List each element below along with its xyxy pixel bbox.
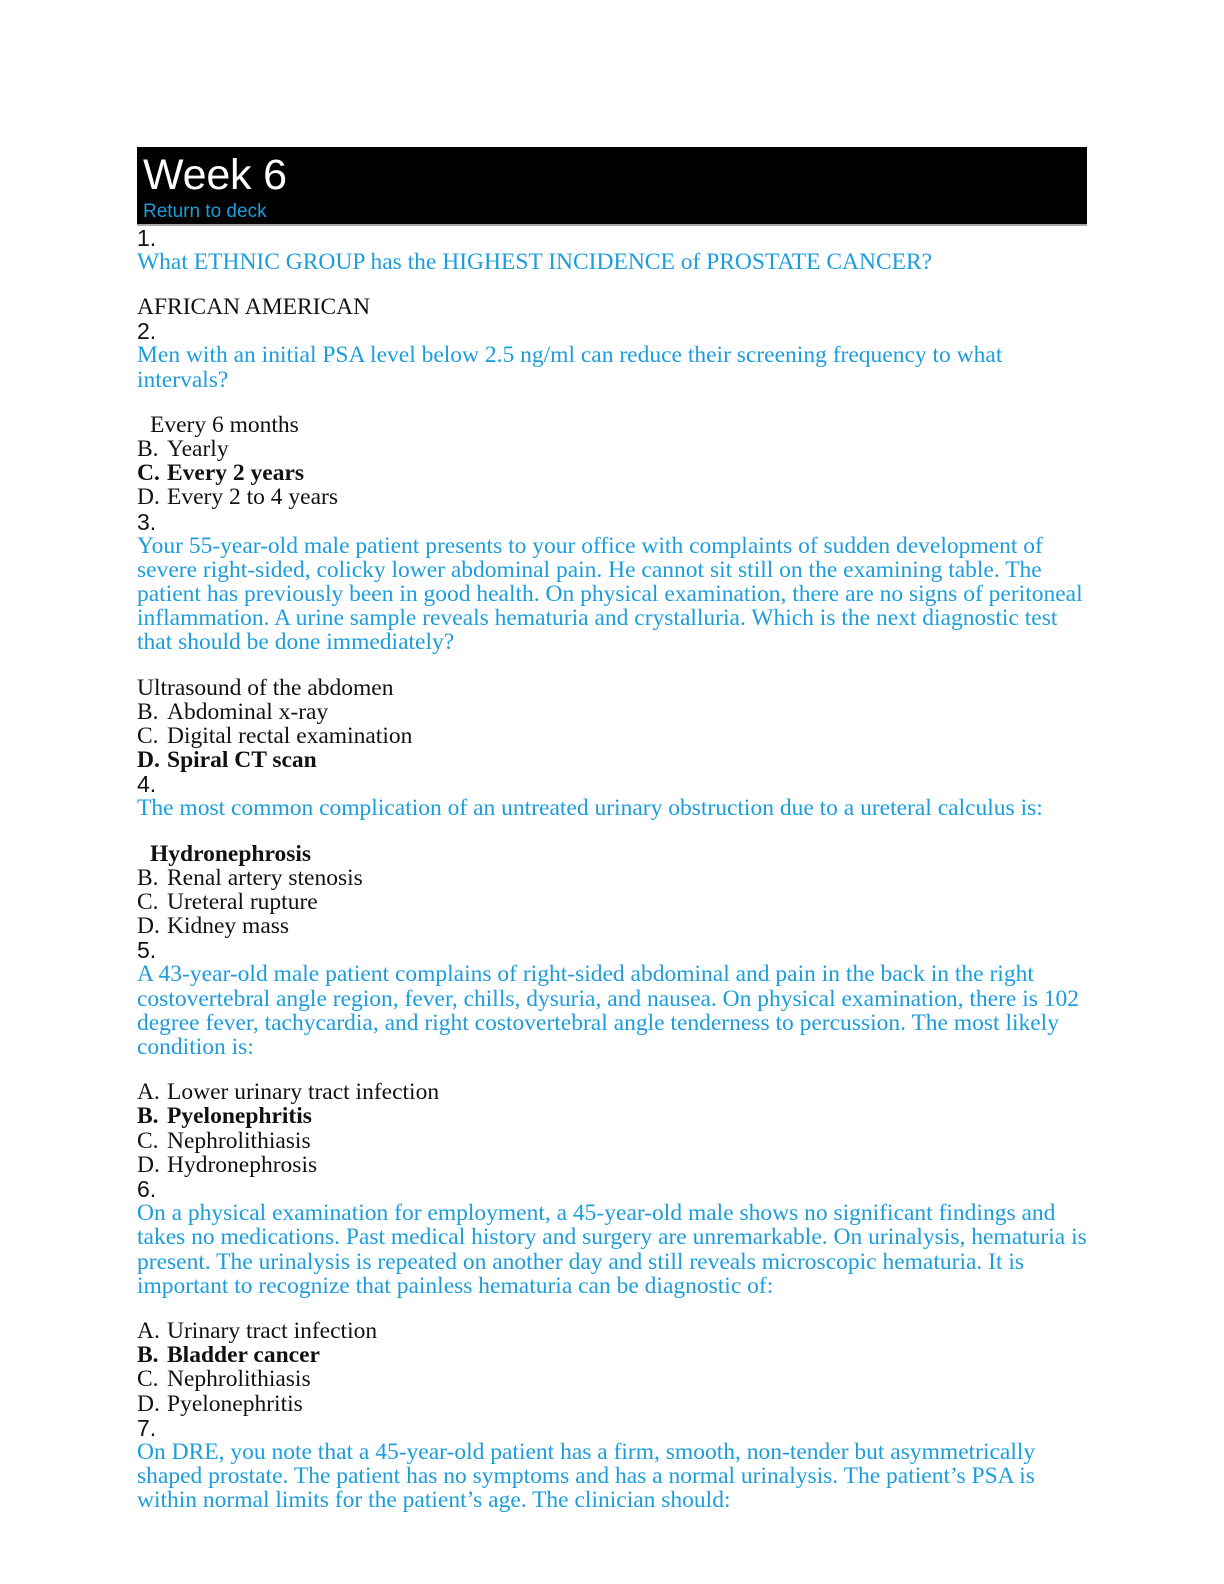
answer-option-letter: C. xyxy=(137,723,159,750)
answer-option-text: AFRICAN AMERICAN xyxy=(137,294,371,321)
question-number: 5. xyxy=(137,937,157,964)
answer-option-letter: C. xyxy=(137,460,160,487)
answer-option xyxy=(137,914,1087,938)
answer-option-letter: C. xyxy=(137,1127,159,1154)
answer-option-letter: B. xyxy=(137,864,159,891)
answer-option-letter: D. xyxy=(137,1390,160,1417)
answer-option xyxy=(137,724,1087,748)
question-item xyxy=(137,510,1087,773)
answer-option xyxy=(137,1319,1087,1343)
answer-block xyxy=(137,676,1087,773)
question-item xyxy=(137,319,1087,509)
answer-spacer xyxy=(137,274,1087,295)
answer-option-text: Yearly xyxy=(167,436,229,463)
answer-option-correct xyxy=(137,1104,1087,1128)
answer-option-letter: B. xyxy=(137,436,159,463)
question-number: 4. xyxy=(137,771,157,798)
answer-option-text: Bladder cancer xyxy=(167,1342,320,1369)
answer-option-text: Pyelonephritis xyxy=(167,1390,303,1417)
deck-header-bar xyxy=(137,147,1087,226)
answer-option-text: Hydronephrosis xyxy=(150,840,312,867)
answer-block xyxy=(137,295,1087,319)
answer-option-letter: C. xyxy=(137,889,159,916)
question-number: 6. xyxy=(137,1176,157,1203)
question-text: A 43-year-old male patient complains of right-sided abdominal and pain in the back in the right costovertebral angle region, fever, chills, dysuria, and nausea. On physical examination, there is 102 degree fever, tachycardia, and right costovertebral angle tenderness to percussion. The most likely condition is: xyxy=(137,961,1080,1061)
question-text: What ETHNIC GROUP has the HIGHEST INCIDENCE of PROSTATE CANCER? xyxy=(137,249,933,275)
answer-option-letter: B. xyxy=(137,1103,159,1130)
answer-option xyxy=(137,1080,1087,1104)
question-text: Your 55-year-old male patient presents to your office with complaints of sudden development of severe right-sided, colicky lower abdominal pain. He cannot sit still on the examining table. The patient has previously been in good health. On physical examination, there are no signs of peritoneal inflammation. A urine sample reveals hematuria and crystalluria. Which is the next diagnostic test that should be done immediately? xyxy=(137,532,1083,656)
answer-option xyxy=(137,1153,1087,1177)
answer-option xyxy=(137,295,1087,319)
answer-option xyxy=(137,413,1087,437)
question-number: 1. xyxy=(137,225,157,251)
question-item xyxy=(137,226,1087,319)
answer-option xyxy=(137,676,1087,700)
question-text: On DRE, you note that a 45-year-old patient has a firm, smooth, non-tender but asymmetrically shaped prostate. The patient has no symptoms and has a normal urinalysis. The patient’s PSA is within normal limits for the patient’s age. The clinician should: xyxy=(137,1438,1036,1514)
answer-option-text: Pyelonephritis xyxy=(167,1103,312,1130)
answer-option xyxy=(137,1367,1087,1391)
answer-option xyxy=(137,700,1087,724)
answer-block xyxy=(137,1319,1087,1416)
answer-option-text: Kidney mass xyxy=(167,913,290,940)
question-number: 3. xyxy=(137,508,157,535)
question-number: 2. xyxy=(137,318,157,345)
answer-option xyxy=(137,866,1087,890)
answer-option xyxy=(137,485,1087,509)
answer-spacer xyxy=(137,655,1087,676)
answer-option-text: Every 2 to 4 years xyxy=(167,484,338,511)
answer-block xyxy=(137,842,1087,939)
answer-option-text: Ureteral rupture xyxy=(167,889,318,916)
answer-option-text: Every 2 years xyxy=(167,460,305,487)
answer-option-correct xyxy=(137,748,1087,772)
question-answer-list xyxy=(137,226,1087,1512)
answer-option-text: Every 6 months xyxy=(150,411,299,438)
answer-option-text: Nephrolithiasis xyxy=(167,1127,311,1154)
question-text: On a physical examination for employment, a 45-year-old male shows no significant findings and takes no medications. Past medical history and surgery are unremarkable. On urinalysis, hematuria is present. The urinalysis is repeated on another day and still reveals microscopic hematuria. It is important to recognize that painless hematuria can be diagnostic of: xyxy=(137,1200,1087,1299)
answer-spacer xyxy=(137,1059,1087,1080)
answer-option-text: Lower urinary tract infection xyxy=(167,1079,440,1106)
answer-option-text: Hydronephrosis xyxy=(167,1151,318,1178)
answer-option-letter: A. xyxy=(137,1317,160,1344)
question-item xyxy=(137,1416,1087,1513)
answer-block xyxy=(137,1080,1087,1177)
answer-spacer xyxy=(137,1298,1087,1319)
question-text: The most common complication of an untreated urinary obstruction due to a ureteral calculus is: xyxy=(137,795,1043,822)
question-item xyxy=(137,1177,1087,1416)
question-item xyxy=(137,772,1087,938)
answer-option-text: Abdominal x-ray xyxy=(167,698,329,725)
answer-option-correct xyxy=(137,461,1087,485)
answer-option-letter: D. xyxy=(137,1151,160,1178)
answer-option xyxy=(137,1129,1087,1153)
answer-option xyxy=(137,437,1087,461)
answer-option-text: Nephrolithiasis xyxy=(167,1366,311,1393)
answer-option-text: Digital rectal examination xyxy=(167,723,413,750)
answer-option-letter: D. xyxy=(137,484,160,511)
answer-spacer xyxy=(137,821,1087,842)
answer-block xyxy=(137,413,1087,510)
answer-spacer xyxy=(137,392,1087,413)
page-title: Week 6 xyxy=(143,151,287,199)
answer-option xyxy=(137,1392,1087,1416)
answer-option-text: Urinary tract infection xyxy=(167,1317,378,1344)
answer-option-correct xyxy=(137,1343,1087,1367)
answer-option-letter: B. xyxy=(137,1342,159,1369)
answer-option-letter: D. xyxy=(137,747,160,774)
answer-option-letter: D. xyxy=(137,913,160,940)
answer-option-text: Renal artery stenosis xyxy=(167,864,363,891)
answer-option-letter: C. xyxy=(137,1366,159,1393)
answer-option-letter: A. xyxy=(137,1079,160,1106)
answer-option-text: Ultrasound of the abdomen xyxy=(137,674,394,701)
question-number: 7. xyxy=(137,1414,157,1441)
return-to-deck-link[interactable]: Return to deck xyxy=(143,201,267,222)
answer-option-letter: B. xyxy=(137,698,159,725)
answer-option-text: Spiral CT scan xyxy=(167,747,317,774)
document-content xyxy=(137,147,1087,1512)
question-item xyxy=(137,938,1087,1177)
answer-option-correct xyxy=(137,842,1087,866)
question-text: Men with an initial PSA level below 2.5 ng/ml can reduce their screening frequency to what intervals? xyxy=(137,342,1003,393)
answer-option xyxy=(137,890,1087,914)
